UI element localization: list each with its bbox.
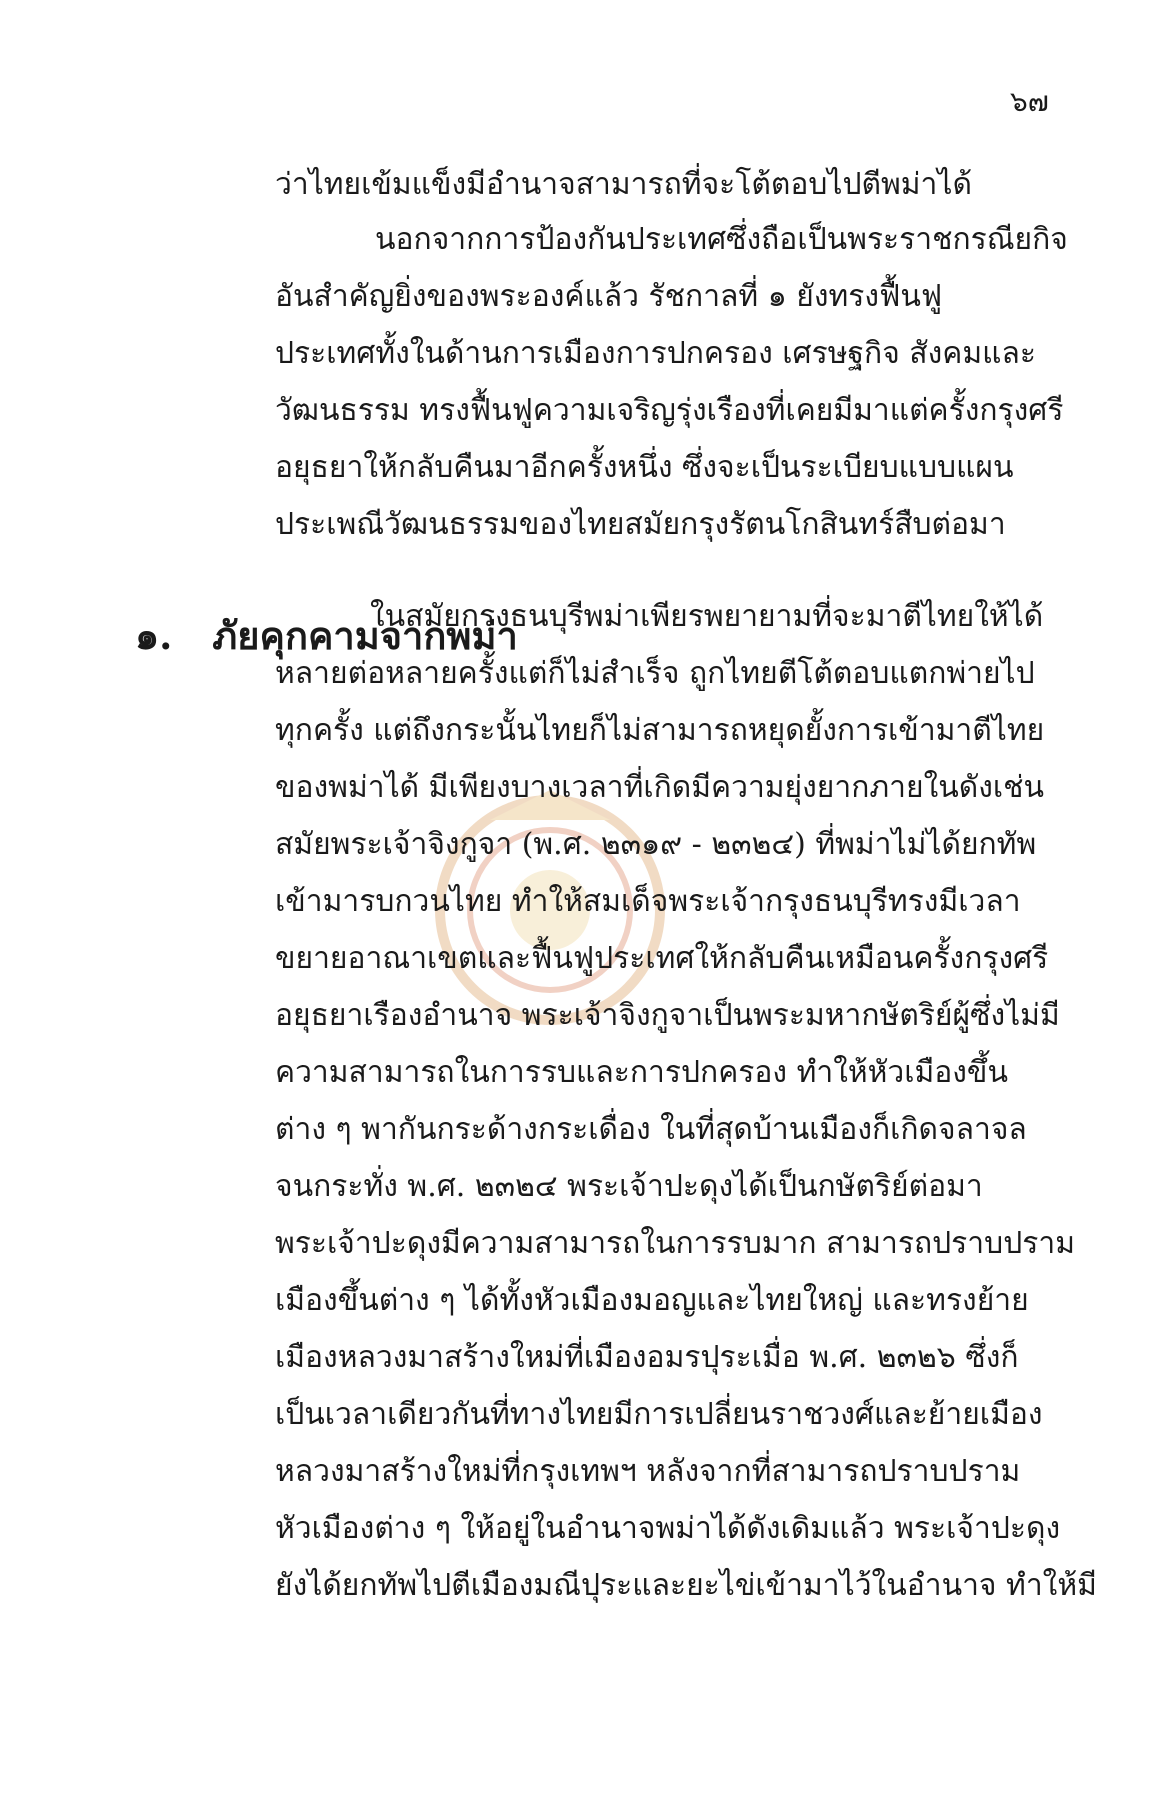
paragraph-line: ทุกครั้ง แต่ถึงกระนั้นไทยก็ไม่สามารถหยุดยั้งการเข้ามาตีไทย <box>275 713 1045 748</box>
paragraph-line: หลายต่อหลายครั้งแต่ก็ไม่สำเร็จ ถูกไทยตีโต้ตอบแตกพ่ายไป <box>275 656 1035 691</box>
page-number: ๖๗ <box>1010 85 1049 118</box>
paragraph-line: ยังได้ยกทัพไปตีเมืองมณีปุระและยะไข่เข้ามาไว้ในอำนาจ ทำให้มี <box>275 1568 1097 1603</box>
paragraph-line: เมืองหลวงมาสร้างใหม่ที่เมืองอมรปุระเมื่อ พ.ศ. ๒๓๒๖ ซึ่งก็ <box>275 1340 1019 1375</box>
paragraph-line: ของพม่าได้ มีเพียงบางเวลาที่เกิดมีความยุ่งยากภายในดังเช่น <box>275 770 1044 805</box>
paragraph-line: เป็นเวลาเดียวกันที่ทางไทยมีการเปลี่ยนราชวงศ์และย้ายเมือง <box>275 1397 1043 1432</box>
paragraph-line: ประเพณีวัฒนธรรมของไทยสมัยกรุงรัตนโกสินทร์สืบต่อมา <box>275 507 1006 542</box>
paragraph-line: ต่าง ๆ พากันกระด้างกระเดื่อง ในที่สุดบ้านเมืองก็เกิดจลาจล <box>275 1112 1027 1147</box>
paragraph-line: วัฒนธรรม ทรงฟื้นฟูความเจริญรุ่งเรืองที่เคยมีมาแต่ครั้งกรุงศรี <box>275 393 1064 428</box>
paragraph-line: จนกระทั่ง พ.ศ. ๒๓๒๔ พระเจ้าปะดุงได้เป็นกษัตริย์ต่อมา <box>275 1169 983 1204</box>
paragraph-line: ในสมัยกรุงธนบุรีพม่าเพียรพยายามที่จะมาตีไทยให้ได้ <box>370 599 1044 634</box>
section-title: ภัยคุกคามจากพม่า <box>212 613 518 658</box>
paragraph-line: เมืองขึ้นต่าง ๆ ได้ทั้งหัวเมืองมอญและไทยใหญ่ และทรงย้าย <box>275 1283 1029 1318</box>
paragraph-line: อันสำคัญยิ่งของพระองค์แล้ว รัชกาลที่ ๑ ยังทรงฟื้นฟู <box>275 279 943 314</box>
paragraph-line: เข้ามารบกวนไทย ทำให้สมเด็จพระเจ้ากรุงธนบุรีทรงมีเวลา <box>275 884 1021 919</box>
paragraph-line: ความสามารถในการรบและการปกครอง ทำให้หัวเมืองขึ้น <box>275 1055 1008 1090</box>
section-number: ๑. <box>135 613 173 658</box>
paragraph-line: หัวเมืองต่าง ๆ ให้อยู่ในอำนาจพม่าได้ดังเดิมแล้ว พระเจ้าปะดุง <box>275 1511 1061 1546</box>
paragraph-line: อยุธยาเรืองอำนาจ พระเจ้าจิงกูจาเป็นพระมหากษัตริย์ผู้ซึ่งไม่มี <box>275 998 1060 1033</box>
paragraph-line: ประเทศทั้งในด้านการเมืองการปกครอง เศรษฐกิจ สังคมและ <box>275 336 1036 371</box>
paragraph-line: อยุธยาให้กลับคืนมาอีกครั้งหนึ่ง ซึ่งจะเป็นระเบียบแบบแผน <box>275 450 1014 485</box>
paragraph-line: หลวงมาสร้างใหม่ที่กรุงเทพฯ หลังจากที่สามารถปราบปราม <box>275 1454 1021 1489</box>
paragraph-line: สมัยพระเจ้าจิงกูจา (พ.ศ. ๒๓๑๙ - ๒๓๒๔) ที่พม่าไม่ได้ยกทัพ <box>275 827 1037 862</box>
paragraph-line: ว่าไทยเข้มแข็งมีอำนาจสามารถที่จะโต้ตอบไปตีพม่าได้ <box>275 167 972 202</box>
paragraph-line: พระเจ้าปะดุงมีความสามารถในการรบมาก สามารถปราบปราม <box>275 1226 1075 1261</box>
paragraph-line: ขยายอาณาเขตและฟื้นฟูประเทศให้กลับคืนเหมือนครั้งกรุงศรี <box>275 941 1049 976</box>
paragraph-line: นอกจากการป้องกันประเทศซึ่งถือเป็นพระราชกรณียกิจ <box>375 222 1068 257</box>
